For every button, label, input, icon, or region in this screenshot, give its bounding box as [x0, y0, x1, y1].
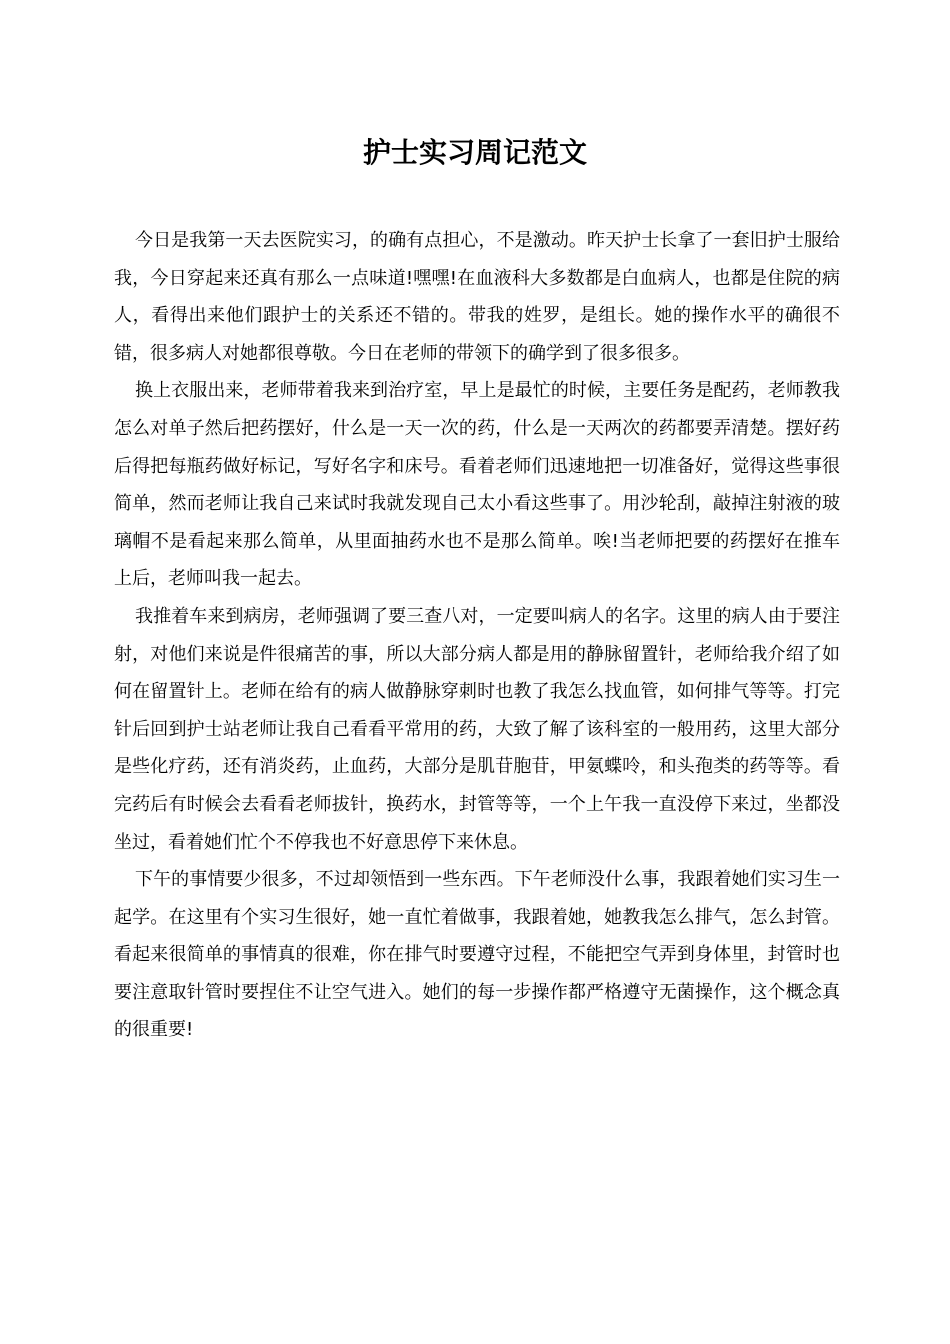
document-body	[114, 222, 840, 1049]
paragraph-2: 换上衣服出来，老师带着我来到治疗室，早上是最忙的时候，主要任务是配药，老师教我怎么对单子然后把药摆好，什么是一天一次的药，什么是一天两次的药都要弄清楚。摆好药后得把每瓶药做好标记，写好名字和床号。看着老师们迅速地把一切准备好，觉得这些事很简单，然而老师让我自己来试时我就发现自己太小看这些事了。用沙轮刮，敲掉注射液的玻璃帽不是看起来那么简单，从里面抽药水也不是那么简单。唉!当老师把要的药摆好在推车上后，老师叫我一起去。	[114, 380, 840, 590]
paragraph-4: 下午的事情要少很多，不过却领悟到一些东西。下午老师没什么事，我跟着她们实习生一起学。在这里有个实习生很好，她一直忙着做事，我跟着她，她教我怎么排气，怎么封管。看起来很简单的事情真的很难，你在排气时要遵守过程，不能把空气弄到身体里，封管时也要注意取针管时要捏住不让空气进入。她们的每一步操作都严格遵守无菌操作，这个概念真的很重要!	[114, 869, 840, 1041]
paragraph-3: 我推着车来到病房，老师强调了要三查八对，一定要叫病人的名字。这里的病人由于要注射，对他们来说是件很痛苦的事，所以大部分病人都是用的静脉留置针，老师给我介绍了如何在留置针上。老师在给有的病人做静脉穿刺时也教了我怎么找血管，如何排气等等。打完针后回到护士站老师让我自己看看平常用的药，大致了解了该科室的一般用药，这里大部分是些化疗药，还有消炎药，止血药，大部分是肌苷胞苷，甲氨蝶呤，和头孢类的药等等。看完药后有时候会去看看老师拔针，换药水，封管等等，一个上午我一直没停下来过，坐都没坐过，看着她们忙个不停我也不好意思停下来休息。	[114, 605, 840, 853]
paragraph-1: 今日是我第一天去医院实习，的确有点担心，不是激动。昨天护士长拿了一套旧护士服给我，今日穿起来还真有那么一点味道!嘿嘿!在血液科大多数都是白血病人，也都是住院的病人，看得出来他们跟护士的关系还不错的。带我的姓罗，是组长。她的操作水平的确很不错，很多病人对她都很尊敬。今日在老师的带领下的确学到了很多很多。	[114, 230, 840, 364]
document-title: 护士实习周记范文	[362, 136, 587, 169]
